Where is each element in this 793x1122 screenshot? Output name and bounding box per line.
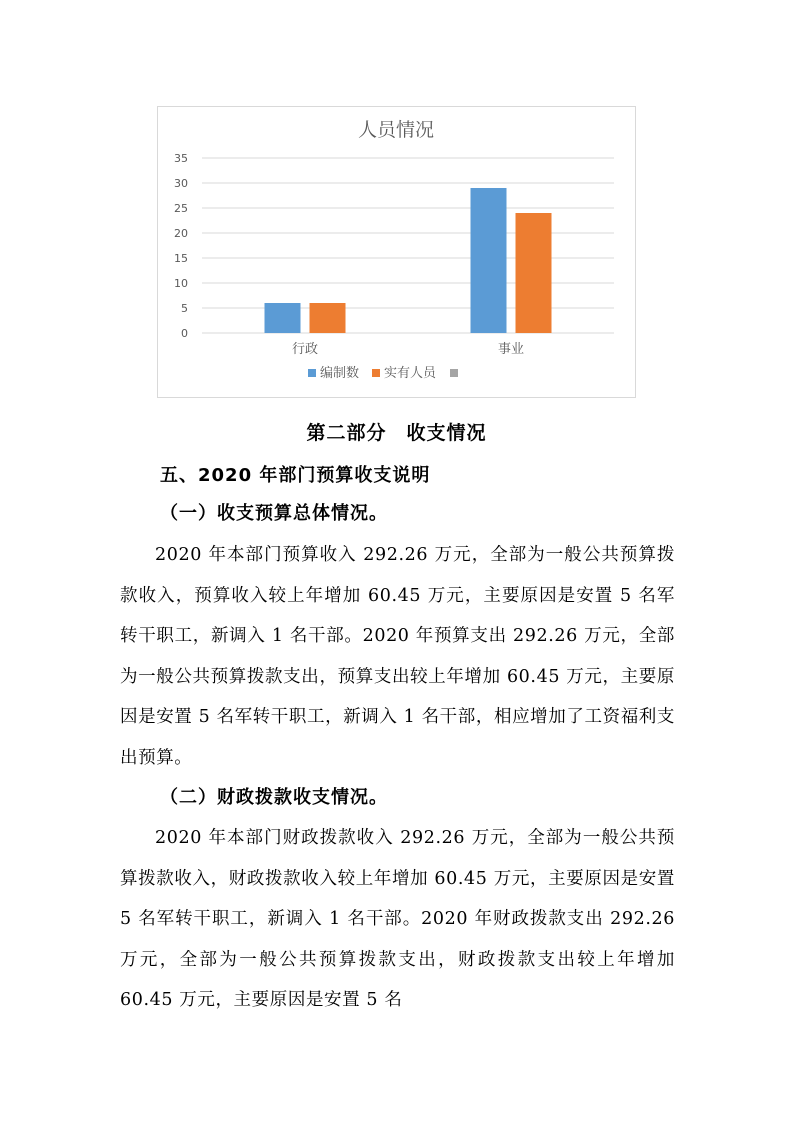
legend-label: 编制数 bbox=[320, 366, 360, 381]
x-category-label: 事业 bbox=[497, 342, 525, 357]
y-tick-label: 25 bbox=[174, 202, 188, 215]
heading-5: 五、2020 年部门预算收支说明 bbox=[160, 465, 431, 486]
legend-swatch bbox=[450, 369, 458, 377]
chart-title: 人员情况 bbox=[357, 119, 435, 141]
subheading-fiscal-appropriation: （二）财政拨款收支情况。 bbox=[160, 787, 388, 808]
subheading-budget-overview: （一）收支预算总体情况。 bbox=[160, 503, 388, 524]
bar-bianzhishu-1 bbox=[471, 188, 507, 333]
y-tick-label: 0 bbox=[181, 327, 188, 340]
legend-swatch bbox=[372, 369, 380, 377]
bar-bianzhishu-0 bbox=[265, 303, 301, 333]
y-tick-label: 5 bbox=[181, 302, 188, 315]
y-tick-label: 15 bbox=[174, 252, 188, 265]
legend-swatch bbox=[308, 369, 316, 377]
x-category-label: 行政 bbox=[291, 342, 319, 357]
section-title: 第二部分 收支情况 bbox=[306, 422, 487, 444]
staff-chart bbox=[157, 106, 636, 398]
y-tick-label: 20 bbox=[174, 227, 188, 240]
paragraph-fiscal-appropriation: 2020 年本部门财政拨款收入 292.26 万元，全部为一般公共预算拨款收入，财政拨款收入较上年增加 60.45 万元，主要原因是安置 5 名军转干职工，新调入 1 名干部。2020 年财政拨款支出 292.26 万元，全部为一般公共预算拨款支出，财政拨款支出较上年增加 60.45 万元，主要原因是安置 5 名 bbox=[120, 828, 675, 1010]
y-tick-label: 10 bbox=[174, 277, 188, 290]
bar-shiyourenyuan-1 bbox=[516, 213, 552, 333]
y-tick-label: 35 bbox=[174, 152, 188, 165]
paragraph-budget-overview: 2020 年本部门预算收入 292.26 万元，全部为一般公共预算拨款收入，预算收入较上年增加 60.45 万元，主要原因是安置 5 名军转干职工，新调入 1 名干部。2020 年预算支出 292.26 万元，全部为一般公共预算拨款支出，预算支出较上年增加 60.45 万元，主要原因是安置 5 名军转干职工，新调入 1 名干部，相应增加了工资福利支出预算。 bbox=[120, 545, 675, 768]
chart-canvas bbox=[158, 107, 635, 397]
y-tick-label: 30 bbox=[174, 177, 188, 190]
legend-label: 实有人员 bbox=[384, 366, 437, 381]
bar-shiyourenyuan-0 bbox=[310, 303, 346, 333]
